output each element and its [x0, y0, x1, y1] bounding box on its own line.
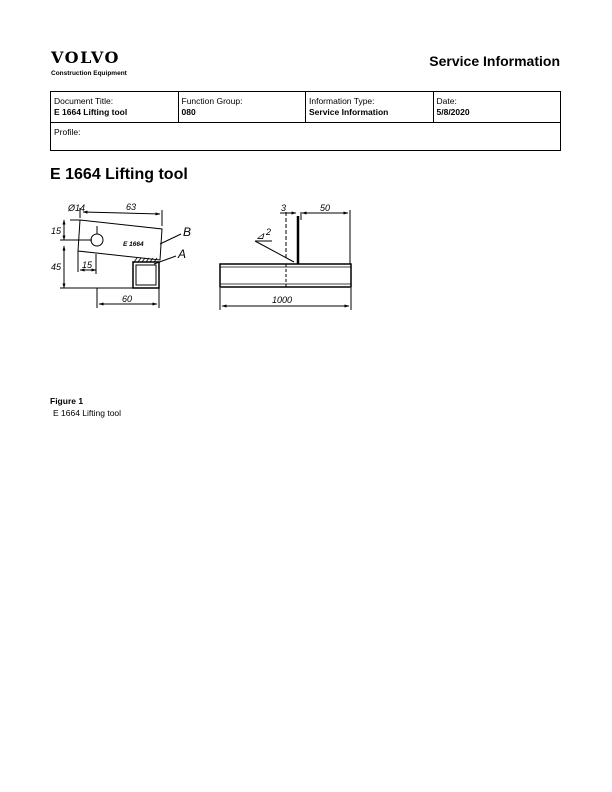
header-title: Service Information	[429, 53, 560, 69]
figure-caption: E 1664 Lifting tool	[53, 408, 122, 418]
weld-triangle: ⊿	[256, 231, 265, 242]
dim-15-left-label: 15	[51, 226, 62, 236]
volvo-logo	[51, 50, 131, 77]
function-group-label: Function Group:	[181, 96, 243, 106]
document-title-label: Document Title:	[54, 96, 114, 106]
brand-subtitle: Construction Equipment	[51, 70, 127, 77]
information-type-label: Information Type:	[309, 96, 375, 106]
meta-row	[51, 92, 560, 123]
brand-wordmark: VOLVO	[51, 48, 120, 67]
dim-15-bottom-label: 15	[82, 260, 93, 270]
dim-45-label: 45	[51, 262, 62, 272]
meta-cell-date	[434, 92, 561, 122]
dim-1000-label: 1000	[272, 295, 293, 305]
meta-cell-document-title	[51, 92, 179, 122]
meta-cell-function-group	[179, 92, 307, 122]
meta-cell-profile	[51, 123, 560, 142]
function-group-value: 080	[181, 107, 196, 117]
dim-63-label: 63	[126, 202, 137, 212]
information-type-value: Service Information	[309, 107, 389, 117]
plate-marking: E 1664	[123, 241, 144, 248]
document-title-value: E 1664 Lifting tool	[54, 107, 128, 117]
tube-section	[133, 262, 159, 288]
lifting-tool-drawing	[50, 198, 360, 316]
label-a: A	[178, 247, 187, 261]
profile-label: Profile:	[54, 127, 81, 137]
document-meta-table	[50, 91, 561, 151]
date-label: Date:	[436, 96, 457, 106]
dim-60-label: 60	[122, 294, 133, 304]
weld-size-label: 2	[266, 227, 272, 237]
date-value: 5/8/2020	[436, 107, 470, 117]
document-heading: E 1664 Lifting tool	[50, 166, 188, 183]
figure-label: Figure 1	[50, 396, 84, 406]
meta-cell-information-type	[306, 92, 434, 122]
label-b: B	[183, 225, 192, 239]
plate-hole	[91, 234, 103, 246]
dim-hole-label: Ø14	[68, 203, 86, 213]
dim-50-label: 50	[320, 203, 331, 213]
dim-3-label: 3	[281, 203, 287, 213]
